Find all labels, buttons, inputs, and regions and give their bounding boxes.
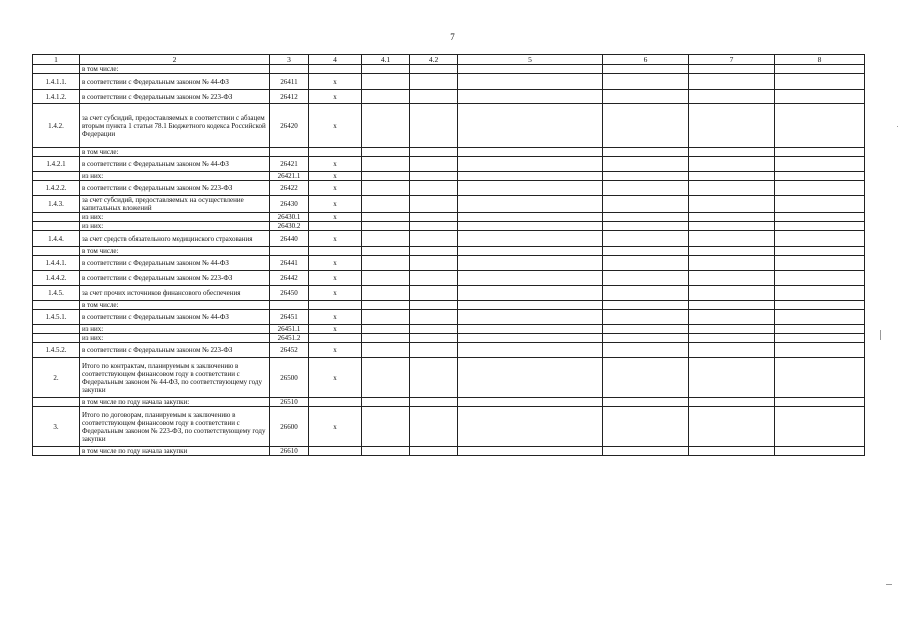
table-row [33,271,865,286]
row-number [33,65,80,74]
table-row [33,256,865,271]
row-number: 1.4.5.1. [33,310,80,325]
empty-cell [689,148,775,157]
empty-cell [689,286,775,301]
column-header: 3 [270,55,309,65]
empty-cell [603,447,689,456]
empty-cell [775,358,865,398]
row-description: в соответствии с Федеральным законом № 44-ФЗ [80,157,270,172]
row-number: 1.4.2.2. [33,181,80,196]
row-number: 2. [33,358,80,398]
row-number: 1.4.1.1. [33,74,80,90]
table-row [33,90,865,104]
row-code: 26441 [270,256,309,271]
empty-cell [775,334,865,343]
empty-cell [775,398,865,407]
table-row [33,286,865,301]
column-header: 7 [689,55,775,65]
row-number: 1.4.4.2. [33,271,80,286]
empty-cell [362,271,410,286]
row-mark: x [309,407,362,447]
row-mark: x [309,172,362,181]
empty-cell [603,65,689,74]
empty-cell [775,172,865,181]
table-row [33,247,865,256]
empty-cell [362,231,410,247]
empty-cell [603,247,689,256]
column-header: 4.1 [362,55,410,65]
row-number [33,148,80,157]
row-description: в том числе: [80,65,270,74]
row-mark: x [309,231,362,247]
empty-cell [689,231,775,247]
table-row [33,65,865,74]
row-code [270,148,309,157]
row-number: 1.4.5.2. [33,343,80,358]
row-description: из них: [80,222,270,231]
row-code [270,65,309,74]
empty-cell [775,181,865,196]
row-mark [309,398,362,407]
empty-cell [362,148,410,157]
empty-cell [362,247,410,256]
empty-cell [410,310,458,325]
empty-cell [603,343,689,358]
empty-cell [362,286,410,301]
row-number: 1.4.5. [33,286,80,301]
empty-cell [410,343,458,358]
empty-cell [362,222,410,231]
row-number [33,398,80,407]
empty-cell [410,90,458,104]
row-number: 1.4.3. [33,196,80,213]
row-number: 1.4.1.2. [33,90,80,104]
empty-cell [458,286,603,301]
empty-cell [410,358,458,398]
empty-cell [603,334,689,343]
empty-cell [689,325,775,334]
table-row [33,407,865,447]
empty-cell [775,343,865,358]
empty-cell [689,65,775,74]
column-header: 6 [603,55,689,65]
empty-cell [603,271,689,286]
row-number: 1.4.4.1. [33,256,80,271]
row-number: 1.4.2. [33,104,80,148]
row-description: в соответствии с Федеральным законом № 223-ФЗ [80,181,270,196]
row-code: 26440 [270,231,309,247]
empty-cell [689,447,775,456]
row-mark: x [309,325,362,334]
empty-cell [689,358,775,398]
empty-cell [410,196,458,213]
row-mark [309,148,362,157]
empty-cell [603,407,689,447]
empty-cell [458,90,603,104]
empty-cell [775,231,865,247]
empty-cell [410,181,458,196]
empty-cell [603,157,689,172]
table-row [33,181,865,196]
empty-cell [458,148,603,157]
empty-cell [410,222,458,231]
row-number [33,213,80,222]
empty-cell [410,286,458,301]
row-mark: x [309,310,362,325]
empty-cell [458,271,603,286]
empty-cell [775,325,865,334]
empty-cell [689,90,775,104]
row-code: 26412 [270,90,309,104]
row-number [33,247,80,256]
empty-cell [410,172,458,181]
empty-cell [410,247,458,256]
empty-cell [775,157,865,172]
empty-cell [689,271,775,286]
empty-cell [458,196,603,213]
empty-cell [410,231,458,247]
empty-cell [689,247,775,256]
column-header: 4 [309,55,362,65]
empty-cell [775,65,865,74]
row-description: в том числе по году начала закупки [80,447,270,456]
row-description: в соответствии с Федеральным законом № 223-ФЗ [80,90,270,104]
empty-cell [458,231,603,247]
empty-cell [775,222,865,231]
row-description: Итого по контрактам, планируемым к заключению в соответствующем финансовом году в соответствии с Федеральным законом № 44-ФЗ, по соответствующему году закупки [80,358,270,398]
empty-cell [410,334,458,343]
column-header: 8 [775,55,865,65]
row-code: 26442 [270,271,309,286]
empty-cell [689,334,775,343]
empty-cell [603,74,689,90]
row-mark [309,65,362,74]
row-code: 26421 [270,157,309,172]
empty-cell [362,256,410,271]
row-description: за счет субсидий, предоставляемых в соответствии с абзацем вторым пункта 1 статьи 78.1 Бюджетного кодекса Российской Федерации [80,104,270,148]
empty-cell [603,148,689,157]
row-code: 26510 [270,398,309,407]
row-description: Итого по договорам, планируемым к заключению в соответствующем финансовом году в соответствии с Федеральным законом № 223-ФЗ, по соответствующему году закупки [80,407,270,447]
empty-cell [603,222,689,231]
empty-cell [410,148,458,157]
empty-cell [458,301,603,310]
row-mark: x [309,286,362,301]
row-number: 3. [33,407,80,447]
row-number [33,334,80,343]
row-description: из них: [80,334,270,343]
empty-cell [458,65,603,74]
table-row [33,172,865,181]
empty-cell [603,310,689,325]
row-description: из них: [80,213,270,222]
empty-cell [362,398,410,407]
row-mark: x [309,90,362,104]
empty-cell [362,325,410,334]
empty-cell [689,398,775,407]
row-description: в том числе: [80,301,270,310]
empty-cell [603,398,689,407]
empty-cell [362,181,410,196]
empty-cell [689,407,775,447]
row-mark: x [309,343,362,358]
row-code: 26421.1 [270,172,309,181]
row-code [270,301,309,310]
row-description: в том числе по году начала закупки: [80,398,270,407]
row-mark: x [309,181,362,196]
table-row [33,74,865,90]
empty-cell [362,157,410,172]
row-mark [309,222,362,231]
empty-cell [689,104,775,148]
empty-cell [410,447,458,456]
empty-cell [775,286,865,301]
column-header: 2 [80,55,270,65]
table-row [33,334,865,343]
empty-cell [362,447,410,456]
empty-cell [458,157,603,172]
empty-cell [775,271,865,286]
row-code: 26451.2 [270,334,309,343]
empty-cell [458,310,603,325]
row-mark: x [309,271,362,286]
empty-cell [410,256,458,271]
empty-cell [458,407,603,447]
empty-cell [458,343,603,358]
row-number [33,325,80,334]
row-description: из них: [80,172,270,181]
empty-cell [410,398,458,407]
row-code: 26450 [270,286,309,301]
empty-cell [689,172,775,181]
row-mark [309,247,362,256]
empty-cell [603,358,689,398]
scan-mark [897,126,898,127]
empty-cell [603,325,689,334]
empty-cell [603,181,689,196]
empty-cell [603,286,689,301]
table-row [33,231,865,247]
empty-cell [458,334,603,343]
empty-cell [689,74,775,90]
empty-cell [410,213,458,222]
empty-cell [775,148,865,157]
empty-cell [362,172,410,181]
table-row [33,104,865,148]
table-row [33,213,865,222]
table-row [33,310,865,325]
row-code: 26430.2 [270,222,309,231]
empty-cell [775,447,865,456]
row-number [33,301,80,310]
row-code: 26422 [270,181,309,196]
empty-cell [362,65,410,74]
row-description: в соответствии с Федеральным законом № 223-ФЗ [80,343,270,358]
empty-cell [458,222,603,231]
empty-cell [603,213,689,222]
empty-cell [458,256,603,271]
row-mark: x [309,104,362,148]
empty-cell [775,90,865,104]
empty-cell [689,213,775,222]
empty-cell [362,301,410,310]
empty-cell [603,90,689,104]
row-code: 26500 [270,358,309,398]
empty-cell [458,104,603,148]
row-code: 26452 [270,343,309,358]
row-mark: x [309,157,362,172]
empty-cell [458,247,603,256]
empty-cell [775,213,865,222]
table-row [33,196,865,213]
row-description: в том числе: [80,148,270,157]
table-row [33,447,865,456]
row-code: 26600 [270,407,309,447]
row-mark: x [309,213,362,222]
empty-cell [603,256,689,271]
empty-cell [689,157,775,172]
empty-cell [775,74,865,90]
empty-cell [458,325,603,334]
table-row [33,222,865,231]
budget-table [32,54,865,456]
empty-cell [362,213,410,222]
empty-cell [689,343,775,358]
row-description: за счет средств обязательного медицинского страхования [80,231,270,247]
empty-cell [410,325,458,334]
empty-cell [775,247,865,256]
empty-cell [410,65,458,74]
table-row [33,148,865,157]
table-row [33,343,865,358]
empty-cell [458,74,603,90]
column-header: 5 [458,55,603,65]
row-number [33,447,80,456]
empty-cell [362,343,410,358]
table-header-row [33,55,865,65]
row-number: 1.4.2.1 [33,157,80,172]
table-row [33,358,865,398]
empty-cell [775,310,865,325]
empty-cell [410,74,458,90]
row-code: 26451 [270,310,309,325]
empty-cell [362,310,410,325]
row-mark [309,301,362,310]
row-code: 26610 [270,447,309,456]
row-code: 26411 [270,74,309,90]
row-description: в соответствии с Федеральным законом № 223-ФЗ [80,271,270,286]
table-row [33,325,865,334]
empty-cell [458,447,603,456]
empty-cell [775,301,865,310]
row-description: из них: [80,325,270,334]
empty-cell [458,172,603,181]
empty-cell [603,172,689,181]
row-number [33,222,80,231]
empty-cell [362,104,410,148]
row-code: 26430.1 [270,213,309,222]
empty-cell [775,196,865,213]
table-row [33,301,865,310]
empty-cell [603,196,689,213]
empty-cell [689,256,775,271]
row-mark: x [309,358,362,398]
row-mark [309,334,362,343]
empty-cell [362,407,410,447]
row-description: в соответствии с Федеральным законом № 44-ФЗ [80,74,270,90]
empty-cell [689,301,775,310]
row-number [33,172,80,181]
empty-cell [458,398,603,407]
empty-cell [410,407,458,447]
empty-cell [410,301,458,310]
empty-cell [458,358,603,398]
row-description: в соответствии с Федеральным законом № 44-ФЗ [80,256,270,271]
empty-cell [458,213,603,222]
empty-cell [362,74,410,90]
table-row [33,157,865,172]
empty-cell [458,181,603,196]
empty-cell [689,181,775,196]
empty-cell [775,407,865,447]
table-row [33,398,865,407]
empty-cell [689,222,775,231]
empty-cell [775,256,865,271]
row-description: за счет прочих источников финансового обеспечения [80,286,270,301]
row-description: в том числе: [80,247,270,256]
empty-cell [362,334,410,343]
empty-cell [603,104,689,148]
column-header: 1 [33,55,80,65]
empty-cell [689,310,775,325]
scan-mark [886,584,892,585]
empty-cell [362,196,410,213]
row-description: в соответствии с Федеральным законом № 44-ФЗ [80,310,270,325]
empty-cell [362,90,410,104]
empty-cell [362,358,410,398]
empty-cell [410,104,458,148]
empty-cell [775,104,865,148]
row-mark: x [309,74,362,90]
empty-cell [603,301,689,310]
row-code [270,247,309,256]
page-number: 7 [450,32,455,42]
row-code: 26430 [270,196,309,213]
row-code: 26420 [270,104,309,148]
row-mark: x [309,256,362,271]
empty-cell [603,231,689,247]
row-number: 1.4.4. [33,231,80,247]
empty-cell [689,196,775,213]
scan-mark [880,330,881,340]
row-mark: x [309,196,362,213]
row-description: за счет субсидий, предоставляемых на осуществление капитальных вложений [80,196,270,213]
column-header: 4.2 [410,55,458,65]
row-code: 26451.1 [270,325,309,334]
empty-cell [410,157,458,172]
empty-cell [410,271,458,286]
row-mark [309,447,362,456]
